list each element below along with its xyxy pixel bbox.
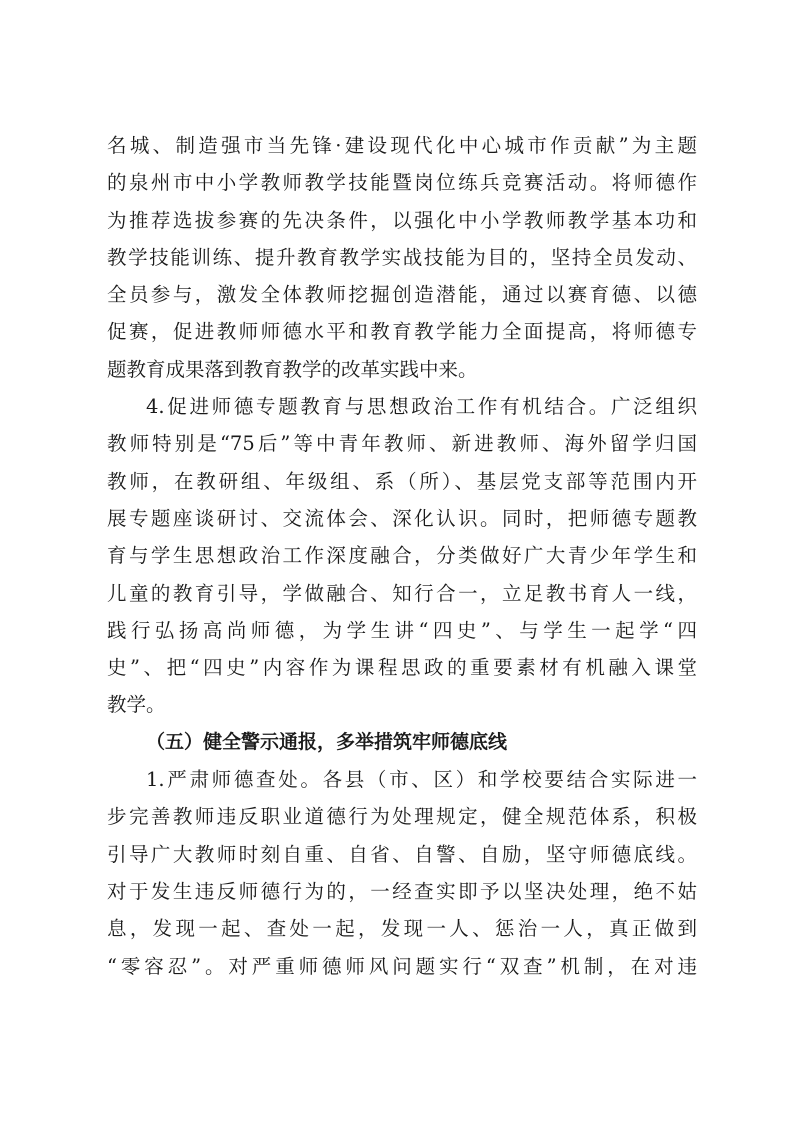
- document-body: [107, 127, 697, 985]
- text-line: 儿童的教育引导，学做融合、知行合一，立足教书育人一线，: [107, 581, 697, 605]
- text-line: 促赛，促进教师师德水平和教育教学能力全面提高，将师德专: [107, 320, 697, 344]
- paragraph-item-1: [107, 761, 697, 985]
- text-line: 育与学生思想政治工作深度融合，分类做好广大青少年学生和: [107, 544, 697, 568]
- section-heading: （五）健全警示通报，多举措筑牢师德底线: [146, 730, 508, 753]
- text-line: 展专题座谈研讨、交流体会、深化认识。同时，把师德专题教: [107, 506, 697, 530]
- text-line: 为推荐选拔参赛的先决条件，以强化中小学教师教学基本功和: [107, 208, 697, 232]
- text-line: 的泉州市中小学教师教学技能暨岗位练兵竞赛活动。将师德作: [107, 171, 697, 195]
- text-line: 4.促进师德专题教育与思想政治工作有机结合。广泛组织: [146, 395, 697, 419]
- text-line: 步完善教师违反职业道德行为处理规定，健全规范体系，积极: [107, 805, 697, 829]
- text-line: 教师特别是“75后”等中青年教师、新进教师、海外留学归国: [107, 432, 697, 456]
- text-line: 对于发生违反师德行为的，一经查实即予以坚决处理，绝不姑: [107, 879, 697, 903]
- text-line: 1.严肃师德查处。各县（市、区）和学校要结合实际进一: [146, 768, 697, 792]
- text-line: 全员参与，激发全体教师挖掘创造潜能，通过以赛育德、以德: [107, 283, 697, 307]
- text-line: 践行弘扬高尚师德，为学生讲“四史”、与学生一起学“四: [107, 618, 697, 642]
- paragraph-continuation: [107, 127, 697, 388]
- text-line: 题教育成果落到教育教学的改革实践中来。: [107, 357, 478, 381]
- text-line: 教学技能训练、提升教育教学实战技能为目的，坚持全员发动、: [107, 245, 697, 269]
- text-line: 教师，在教研组、年级组、系（所）、基层党支部等范围内开: [107, 469, 697, 493]
- text-line: 息，发现一起、查处一起，发现一人、惩治一人，真正做到: [107, 917, 697, 941]
- text-line: 教学。: [107, 693, 166, 717]
- text-line: 史”、把“四史”内容作为课程思政的重要素材有机融入课堂: [107, 656, 697, 680]
- text-line: “零容忍”。对严重师德师风问题实行“双查”机制，在对违: [107, 954, 697, 978]
- paragraph-item-4: [107, 388, 697, 724]
- text-line: 名城、制造强市当先锋·建设现代化中心城市作贡献”为主题: [107, 134, 697, 157]
- text-line: 引导广大教师时刻自重、自省、自警、自励，坚守师德底线。: [107, 842, 697, 866]
